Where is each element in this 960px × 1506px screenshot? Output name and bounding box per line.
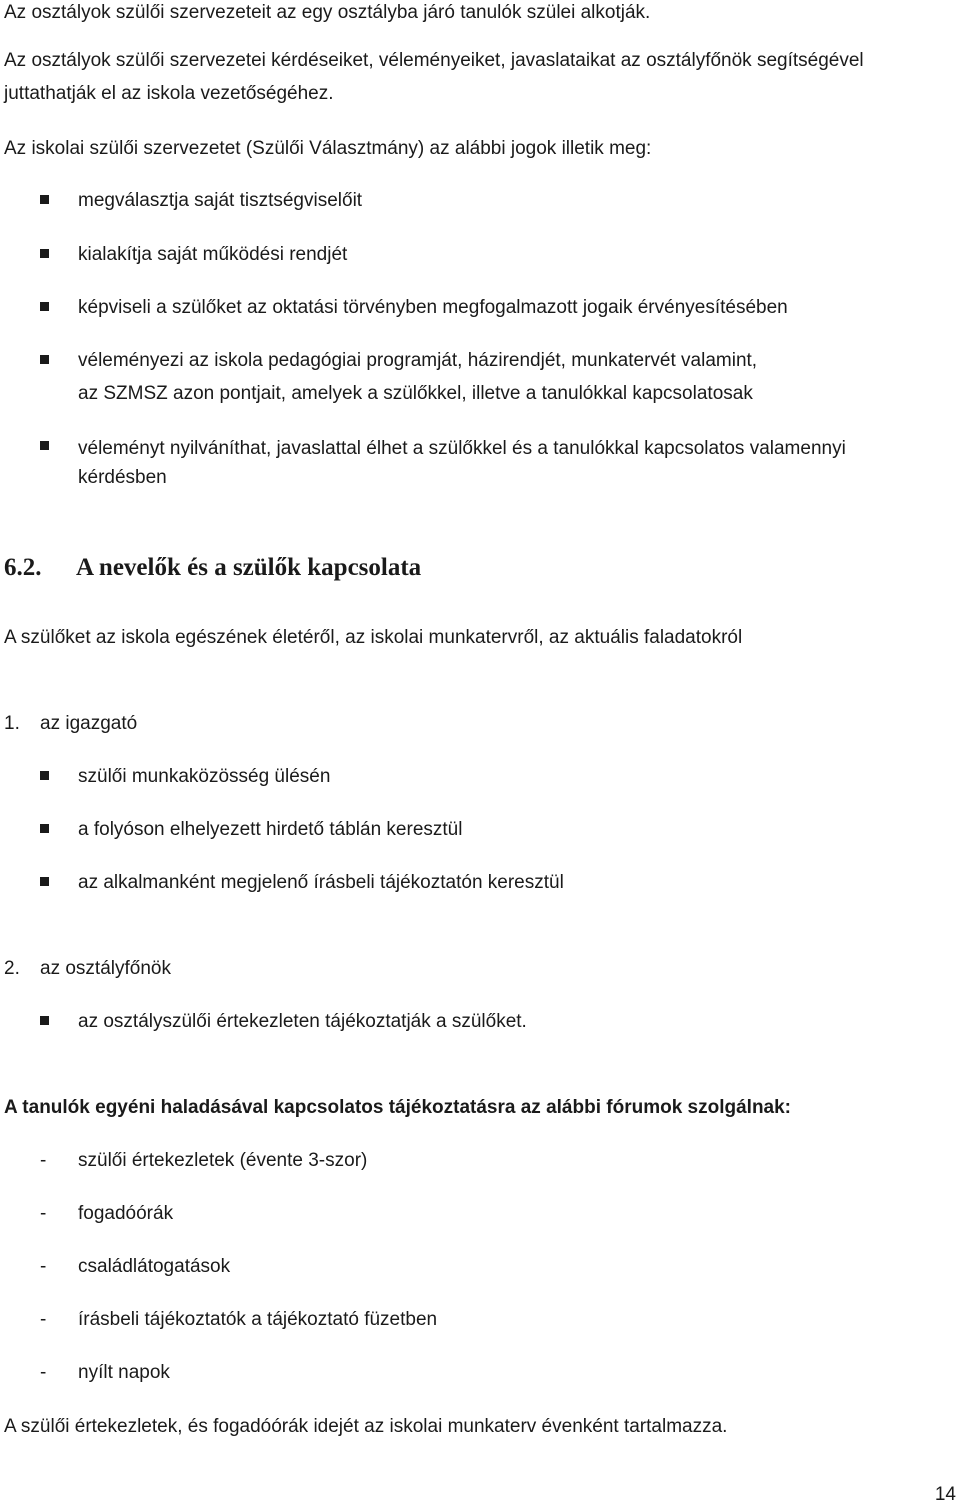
list-item-text: képviseli a szülőket az oktatási törvényben megfogalmazott jogaik érvényesítésében [78,297,788,318]
list-item-text: a folyóson elhelyezett hirdető táblán keresztül [78,819,463,840]
numbered-item-principal [4,711,137,737]
dash-bullet: - [40,1203,47,1224]
paragraph-class-questions-line1: Az osztályok szülői szervezetei kérdéseiket, véleményeiket, javaslataikat az osztályfőnök segítségével [4,50,864,71]
dash-bullet: - [40,1362,47,1383]
list-number: 2. [4,958,20,979]
section-heading [4,551,421,585]
list-item-text: megválasztja saját tisztségviselőit [78,190,363,211]
section-title: A nevelők és a szülők kapcsolata [76,554,422,581]
square-bullet-icon [40,1016,49,1025]
list-item-text: írásbeli tájékoztatók a tájékoztató füzetben [78,1309,438,1330]
square-bullet-icon [40,302,49,311]
paragraph-class-questions-line2: juttathatják el az iskola vezetőségéhez. [4,83,334,104]
list-item-text: véleményezi az iskola pedagógiai programját, házirendjét, munkatervét valamint, [78,350,758,371]
page-number: 14 [934,1484,956,1505]
list-item-text: szülői munkaközösség ülésén [78,766,331,787]
list-item-text: kialakítja saját működési rendjét [78,244,348,265]
paragraph-meeting-times: A szülői értekezletek, és fogadóórák idejét az iskolai munkaterv évenként tartalmazza. [4,1416,728,1437]
dash-bullet: - [40,1150,47,1171]
list-item-text: az SZMSZ azon pontjait, amelyek a szülőkkel, illetve a tanulókkal kapcsolatosak [78,383,753,404]
dash-bullet: - [40,1256,47,1277]
list-item-text: szülői értekezletek (évente 3-szor) [78,1150,368,1171]
square-bullet-icon [40,877,49,886]
list-label: az osztályfőnök [40,958,171,979]
square-bullet-icon [40,771,49,780]
square-bullet-icon [40,824,49,833]
list-item-text: az osztályszülői értekezleten tájékoztatják a szülőket. [78,1011,527,1032]
square-bullet-icon [40,355,49,364]
paragraph-forums-heading: A tanulók egyéni haladásával kapcsolatos tájékoztatásra az alábbi fórumok szolgálnak: [4,1097,792,1118]
paragraph-class-parents: Az osztályok szülői szervezeteit az egy osztályba járó tanulók szülei alkotják. [4,2,651,23]
list-item-text: véleményt nyilváníthat, javaslattal élhet a szülőkkel és a tanulókkal kapcsolatos valamennyi kérdésben [78,438,846,488]
list-item-text: családlátogatások [78,1256,231,1277]
list-item-text: fogadóórák [78,1203,174,1224]
section-number: 6.2. [4,554,42,581]
list-item-text: az alkalmanként megjelenő írásbeli tájékoztatón keresztül [78,872,564,893]
list-number: 1. [4,713,20,734]
square-bullet-icon [40,195,49,204]
paragraph-parents-informed: A szülőket az iskola egészének életéről, az iskolai munkatervről, az aktuális faladatokról [4,627,743,648]
list-item-text: nyílt napok [78,1362,170,1383]
square-bullet-icon [40,441,49,450]
list-label: az igazgató [40,713,138,734]
paragraph-school-council-rights: Az iskolai szülői szervezetet (Szülői Választmány) az alábbi jogok illetik meg: [4,138,652,159]
numbered-item-form-teacher [4,956,171,982]
dash-bullet: - [40,1309,47,1330]
square-bullet-icon [40,249,49,258]
